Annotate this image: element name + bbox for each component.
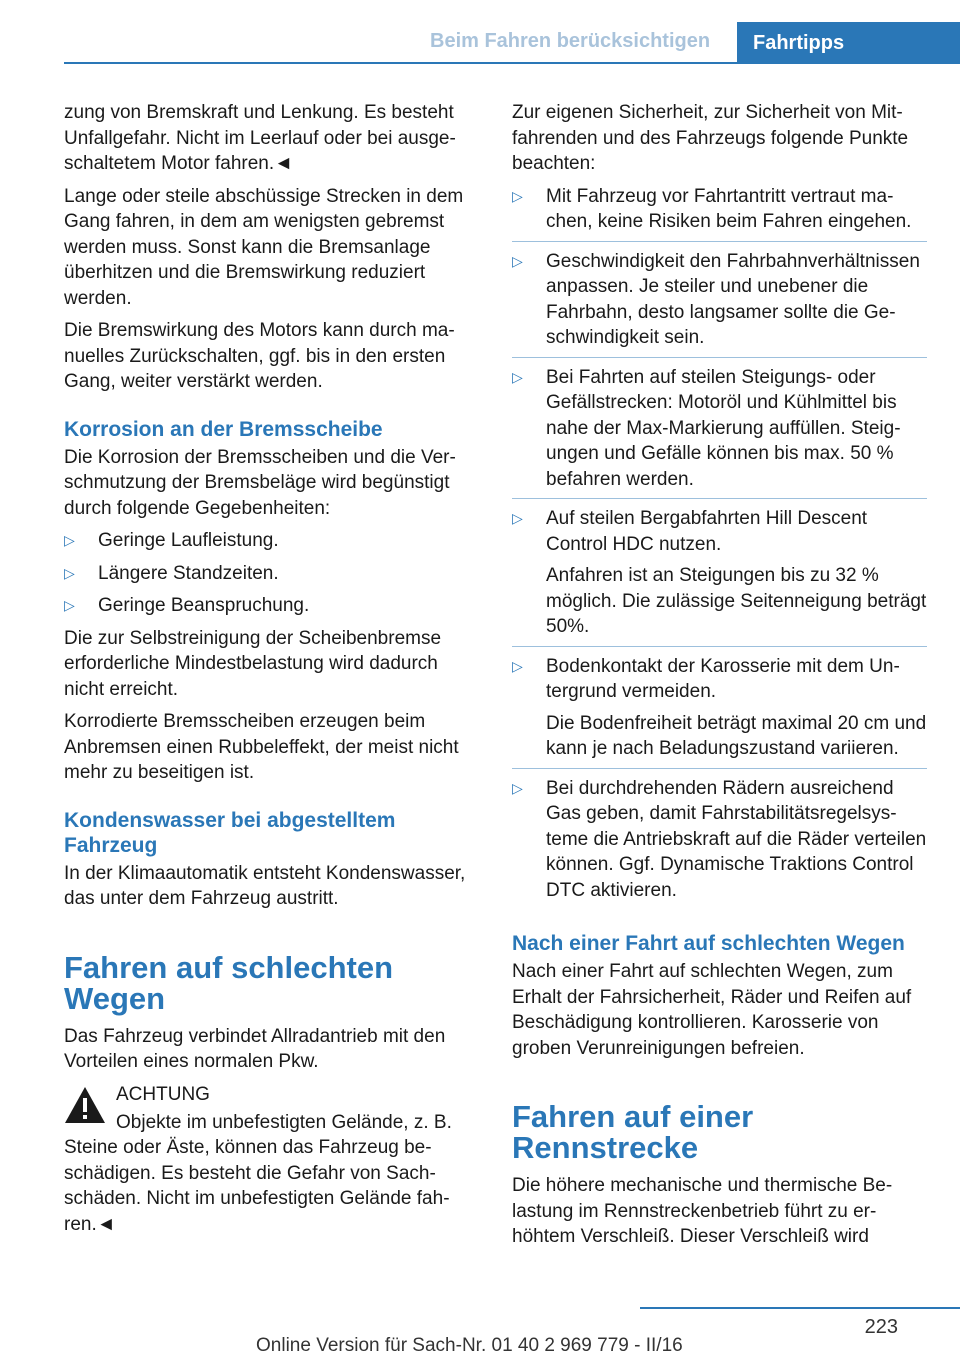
paragraph: zung von Bremskraft und Lenkung. Es besteht Unfallgefahr. Nicht im Leerlauf oder bei ausgeschaltetem Motor fahren.◄	[64, 102, 456, 174]
list-item: ▷ Auf steilen Bergabfahrten Hill Descent Control HDC nutzen. Anfahren ist an Steigungen bis zu 32 % möglich. Die zulässige Seitenneigung beträgt 50%.	[512, 506, 927, 647]
list-item-note: Die Bodenfreiheit beträgt maximal 20 cm und kann je nach Beladungszustand variieren.	[546, 712, 927, 759]
triangle-right-icon: ▷	[512, 657, 523, 674]
list-item: ▷ Geschwindigkeit den Fahrbahnverhältnissen anpassen. Je steiler und unebener die Fahrbahn, desto langsamer sollte die Geschwindigkeit sein.	[512, 249, 927, 358]
left-column	[64, 100, 479, 1244]
header-chapter-tab: Fahrtipps	[737, 22, 960, 64]
triangle-right-icon: ▷	[512, 368, 523, 385]
warning-text: Objekte im unbefestigten Gelände, z. B. Steine oder Äste, können das Fahrzeug beschädigen. Es besteht die Gefahr von Sachschäden. Nicht im unbefestigten Gelände fahren.◄	[64, 1111, 452, 1235]
warning-triangle-icon	[64, 1086, 106, 1124]
page-number: 223	[864, 1316, 898, 1338]
triangle-right-icon: ▷	[64, 564, 75, 581]
online-version-note: Online Version für Sach-Nr. 01 40 2 969 779 - II/16	[256, 1335, 683, 1356]
paragraph: Korrodierte Bremsscheiben erzeugen beim Anbremsen einen Rubbeleffekt, der meist nicht mehr zu beseitigen ist.	[64, 711, 459, 783]
paragraph: Die Korrosion der Bremsscheiben und die Verschmutzung der Bremsbeläge wird begünstigt durch folgende Gegebenheiten:	[64, 446, 456, 519]
heading-korrosion: Korrosion an der Bremsscheibe	[64, 417, 383, 441]
paragraph: Lange oder steile abschüssige Strecken in dem Gang fahren, in dem am wenigsten gebremst werden muss. Sonst kann die Bremsanlage überhitzen und die Bremswirkung reduziert werden.	[64, 185, 464, 309]
triangle-right-icon: ▷	[64, 597, 75, 613]
bullet-list	[512, 184, 927, 910]
triangle-right-icon: ▷	[64, 532, 75, 548]
list-item: ▷ Geringe Beanspruchung.	[64, 593, 479, 619]
paragraph: Die höhere mechanische und thermische Belastung im Rennstreckenbetrieb führt zu erhöhtem Verschleiß. Dieser Verschleiß wird	[512, 1175, 893, 1247]
triangle-right-icon: ▷	[512, 187, 523, 204]
list-item: ▷ Bei durchdrehenden Rädern ausreichend Gas geben, damit Fahrstabilitätsregelsysteme die Antriebskraft auf die Räder verteilen können. Ggf. Dynamische Traktions Control DTC aktivieren.	[512, 777, 927, 901]
header-rule	[64, 62, 960, 64]
paragraph: Nach einer Fahrt auf schlechten Wegen, zum Erhalt der Fahrsicherheit, Räder und Reifen auf Beschädigung kontrollieren. Karosserie von groben Verunreinigungen befreien.	[512, 961, 912, 1059]
list-item-note: Anfahren ist an Steigungen bis zu 32 % möglich. Die zulässige Seitenneigung beträgt 50%.	[546, 565, 927, 637]
footer-rule	[640, 1307, 960, 1309]
triangle-right-icon: ▷	[512, 252, 523, 269]
header-section-title: Beim Fahren berücksichtigen	[430, 30, 711, 52]
paragraph: Das Fahrzeug verbindet Allradantrieb mit den Vorteilen eines normalen Pkw.	[64, 1025, 446, 1072]
heading-schlechte-wege: Fahren auf schlechten Wegen	[64, 949, 394, 1016]
paragraph: In der Klimaautomatik entsteht Kondenswasser, das unter dem Fahrzeug austritt.	[64, 862, 466, 909]
heading-kondenswasser: Kondenswasser bei abgestelltem Fahrzeug	[64, 808, 396, 857]
triangle-right-icon: ▷	[512, 510, 523, 526]
warning-block	[64, 1082, 479, 1138]
bullet-list	[64, 528, 479, 619]
list-item: ▷ Bodenkontakt der Karosserie mit dem Untergrund vermeiden. Die Bodenfreiheit beträgt maximal 20 cm und kann je nach Beladungszustand variieren.	[512, 654, 927, 769]
list-item: ▷ Bei Fahrten auf steilen Steigungs- oder Gefällstrecken: Motoröl und Kühlmittel bis nahe der Max-Markierung auffüllen. Steigungen und Gefälle können bis max. 50 % befahren werden.	[512, 365, 927, 500]
list-item: ▷ Geringe Laufleistung.	[64, 528, 479, 554]
triangle-right-icon: ▷	[512, 779, 523, 796]
paragraph: Die zur Selbstreinigung der Scheibenbremse erforderliche Mindestbelastung wird dadurch nicht erreicht.	[64, 627, 442, 700]
heading-rennstrecke: Fahren auf einer Rennstrecke	[512, 1099, 754, 1165]
list-item: ▷ Mit Fahrzeug vor Fahrtantritt vertraut machen, keine Risiken beim Fahren eingehen.	[512, 184, 927, 242]
list-item: ▷ Längere Standzeiten.	[64, 561, 479, 587]
heading-nach-fahrt: Nach einer Fahrt auf schlechten Wegen	[512, 932, 905, 955]
paragraph: Die Bremswirkung des Motors kann durch manuelles Zurückschalten, ggf. bis in den ersten Gang, weiter verstärkt werden.	[64, 320, 455, 392]
warning-title: ACHTUNG	[116, 1083, 210, 1105]
paragraph: Zur eigenen Sicherheit, zur Sicherheit von Mitfahrenden und des Fahrzeugs folgende Punkte beachten:	[512, 102, 909, 174]
right-column	[512, 100, 927, 1257]
